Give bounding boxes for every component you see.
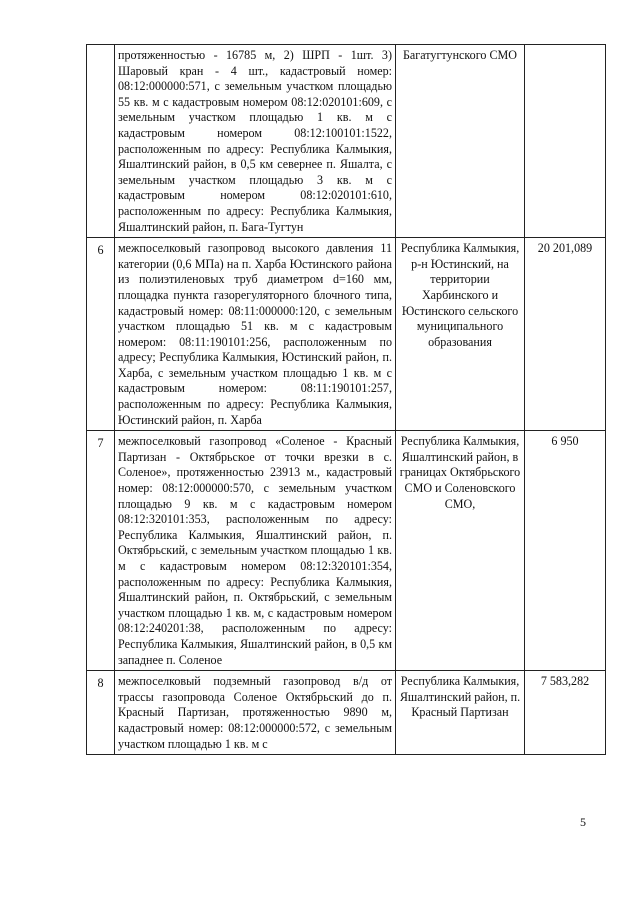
- row-description: межпоселковый подземный газопровод в/д от трассы газопровода Соленое Октябрьский до п. Красный Партизан, протяженностью 9890 м, кадастровый номер: 08:12:000000:572, с земельным участком площадью 1 кв. м с: [115, 671, 396, 755]
- row-location: Республика Калмыкия, р-н Юстинский, на территории Харбинского и Юстинского сельского муниципального образования: [396, 238, 525, 431]
- row-location: Багатугтунского СМО: [396, 45, 525, 238]
- row-location: Республика Калмыкия, Яшалтинский район, п. Красный Партизан: [396, 671, 525, 755]
- row-location: Республика Калмыкия, Яшалтинский район, в границах Октябрьского СМО и Соленовского СМО,: [396, 431, 525, 671]
- table-row: [87, 671, 606, 755]
- row-description: межпоселковый газопровод высокого давления 11 категории (0,6 МПа) на п. Харба Юстинского района из полиэтиленовых труб диаметром d=160 мм, площадка пункта газорегуляторного блочного типа, кадастровый номер: 08:11:000000:120, с земельным участком площадью 51 кв. м с кадастровым номером: 08:11:190101:256, расположенным по адресу; Республика Калмыкия, Юстинский район, п. Харба, с земельным участком площадью 1 кв. м с кадастровым номером: 08:11:190101:257, расположенным по адресу: Республика Калмыкия, Юстинский район, п. Харба: [115, 238, 396, 431]
- row-description: межпоселковый газопровод «Соленое - Красный Партизан - Октябрьское от точки врезки в с. Соленое», протяженностью 23913 м., кадастровый номер: 08:12:000000:570, с земельным участком площадью 9 кв. м с кадастровым номером 08:12:320101:353, расположенным по адресу: Республика Калмыкия, Яшалтинский район, п. Октябрьский, с земельным участком площадью 1 кв. м с кадастровым номером 08:12:320101:354, расположенным по адресу: Республика Калмыкия, Яшалтинский район, п. Октябрьский, с земельным участком площадью 1 кв. м, с кадастровым номером 08:12:240201:38, расположенным по адресу: Республика Калмыкия, Яшалтинский район, в 0,5 км западнее п. Соленое: [115, 431, 396, 671]
- row-description: протяженностью - 16785 м, 2) ШРП - 1шт. 3) Шаровый кран - 4 шт., кадастровый номер: 08:12:000000:571, с земельным участком площадью 55 кв. м с кадастровым номером 08:12:020101:609, с земельным участком площадью 1 кв. м с кадастровым номером 08:12:100101:1522, расположенным по адресу: Республика Калмыкия, Яшалтинский район, в 0,5 км севернее п. Яшалта, с земельным участком площадью 3 кв. м с кадастровым номером 08:12:020101:610, расположенным по адресу: Республика Калмыкия, Яшалтинский район, п. Бага-Тугтун: [115, 45, 396, 238]
- row-number: [87, 45, 115, 238]
- property-table: [86, 44, 606, 755]
- table-row: [87, 238, 606, 431]
- row-value: 7 583,282: [525, 671, 606, 755]
- page-number: 5: [580, 815, 586, 829]
- row-number: 7: [87, 431, 115, 671]
- row-value: 20 201,089: [525, 238, 606, 431]
- table-row: [87, 431, 606, 671]
- row-number: 8: [87, 671, 115, 755]
- row-number: 6: [87, 238, 115, 431]
- row-value: 6 950: [525, 431, 606, 671]
- table-row: [87, 45, 606, 238]
- row-value: [525, 45, 606, 238]
